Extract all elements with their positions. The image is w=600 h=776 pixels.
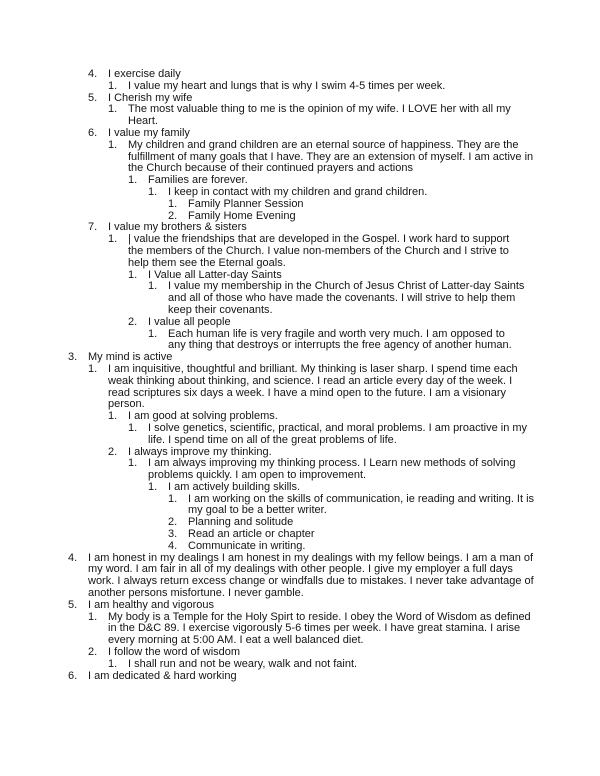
list-item-number: 6. (68, 669, 78, 682)
list-item-text: I value my membership in the Church of Jesus Christ of Latter-day Saints and all of those who have made the covenants. I will strive to help them keep their covenants. (168, 280, 525, 316)
list-item-text: I value my heart and lungs that is why I swim 4-5 times per week. (128, 79, 446, 92)
list-item-number: 5. (68, 598, 78, 611)
list-item (0, 659, 600, 671)
list-item-number: 1. (148, 185, 158, 198)
list-item (0, 187, 600, 199)
list-item-text: I am healthy and vigorous (88, 598, 214, 611)
list-item-number: 1. (88, 362, 98, 375)
list-item (0, 199, 600, 211)
list-item-text: Read an article or chapter (188, 528, 315, 541)
list-item-text: I am working on the skills of communication, ie reading and writing. It is my goal to be a better writer. (188, 492, 535, 517)
list-item (0, 494, 600, 518)
list-item-text: I solve genetics, scientific, practical, and moral problems. I am proactive in my life. I spend time on all of the great problems of life. (148, 421, 528, 446)
list-item-text: I Cherish my wife (108, 91, 193, 104)
list-item-number: 1. (128, 457, 138, 470)
list-item-number: 2. (128, 315, 138, 328)
list-item-text: I value all people (148, 315, 231, 328)
list-item-number: 1. (148, 327, 158, 340)
list-item-number: 1. (128, 268, 138, 281)
list-item-text: Family Planner Session (188, 197, 304, 210)
list-item-number: 1. (108, 657, 118, 670)
list-item (0, 458, 600, 482)
list-item (0, 329, 600, 353)
list-item-text: | value the friendships that are developed in the Gospel. I work hard to support the members of the Church. I value non-members of the Church and I strive to help them see the Eternal goals. (128, 233, 510, 269)
list-item-number: 1. (128, 174, 138, 187)
document-list (0, 69, 600, 682)
list-item-number: 1. (108, 138, 118, 151)
list-item-number: 2. (168, 209, 178, 222)
list-item-text: I am dedicated & hard working (88, 669, 237, 682)
list-item-number: 1. (128, 421, 138, 434)
list-item-text: Planning and solitude (188, 516, 294, 529)
list-item-text: Each human life is very fragile and worth very much. I am opposed to any thing that destroys or interrupts the free agency of another human. (168, 327, 512, 352)
list-item (0, 81, 600, 93)
list-item-number: 1. (88, 610, 98, 623)
list-item-text: My body is a Temple for the Holy Spirt to reside. I obey the Word of Wisdom as defined in the D&C 89. I exercise vigorously 5-6 times per week. I have great stamina. I arise every morning at 5:00 AM. I eat a well balanced diet. (108, 610, 531, 647)
list-item-number: 4. (88, 68, 98, 80)
list-item-text: I value my family (108, 126, 190, 139)
list-item-number: 3. (168, 528, 178, 541)
list-item-number: 4. (168, 539, 178, 552)
list-item-text: My mind is active (88, 351, 173, 364)
list-item-text: I exercise daily (108, 68, 181, 80)
list-item-number: 3. (68, 351, 78, 364)
list-item-text: I am actively building skills. (168, 480, 301, 493)
list-item-text: My children and grand children are an eternal source of happiness. They are the fulfillment of many goals that I have. They are an extension of myself. I am active in the Church because of their continued prayers and actions (128, 138, 534, 175)
list-item-text: Communicate in writing. (188, 539, 306, 552)
list-item-text: Families are forever. (148, 174, 248, 187)
list-item (0, 423, 600, 447)
list-item-number: 1. (108, 79, 118, 92)
list-item-number: 1. (108, 233, 118, 246)
list-item-number: 2. (88, 646, 98, 659)
list-item-text: I am good at solving problems. (128, 410, 278, 423)
list-item-text: I keep in contact with my children and grand children. (168, 185, 428, 198)
list-item (0, 140, 600, 175)
list-item-number: 1. (148, 480, 158, 493)
list-item (0, 671, 600, 683)
list-item-number: 1. (148, 280, 158, 293)
list-item-text: The most valuable thing to me is the opinion of my wife. I LOVE her with all my Heart. (128, 103, 511, 128)
list-item (0, 482, 600, 494)
list-item-number: 1. (168, 197, 178, 210)
list-item-text: I shall run and not be weary, walk and not faint. (128, 657, 358, 670)
list-item-number: 1. (168, 492, 178, 505)
list-item (0, 317, 600, 329)
list-item-text: I follow the word of wisdom (108, 646, 241, 659)
list-item-number: 2. (108, 445, 118, 458)
list-item (0, 541, 600, 553)
list-item (0, 128, 600, 140)
list-item (0, 104, 600, 128)
list-item-text: Family Home Evening (188, 209, 296, 222)
list-item-number: 1. (108, 410, 118, 423)
list-item-text: I am honest in my dealings I am honest in my dealings with my fellow beings. I am a man of my word. I am fair in all of my dealings with other people. I give my employer a full days work. I always return excess change or windfalls due to mistakes. I never take advantage of another persons misfortune. I never gamble. (88, 551, 534, 600)
list-item (0, 281, 600, 316)
list-item (0, 612, 600, 647)
list-item (0, 600, 600, 612)
list-item-text: I value my brothers & sisters (108, 221, 247, 234)
list-item-text: I Value all Latter-day Saints (148, 268, 282, 281)
list-item (0, 553, 600, 600)
list-item-number: 6. (88, 126, 98, 139)
list-item-number: 1. (108, 103, 118, 116)
list-item-text: I am inquisitive, thoughtful and brilliant. My thinking is laser sharp. I spend time each weak thinking about thinking, and science. I read an article every day of the week. I read scriptures six days a week. I have a mind open to the future. I am a visionary person. (108, 362, 518, 411)
list-item-number: 7. (88, 221, 98, 234)
list-item (0, 364, 600, 411)
list-item-number: 2. (168, 516, 178, 529)
list-item-text: I always improve my thinking. (128, 445, 272, 458)
list-item-number: 5. (88, 91, 98, 104)
list-item-text: I am always improving my thinking process. I Learn new methods of solving problems quickly. I am open to improvement. (148, 457, 516, 482)
list-item-number: 4. (68, 551, 78, 564)
list-item (0, 234, 600, 269)
